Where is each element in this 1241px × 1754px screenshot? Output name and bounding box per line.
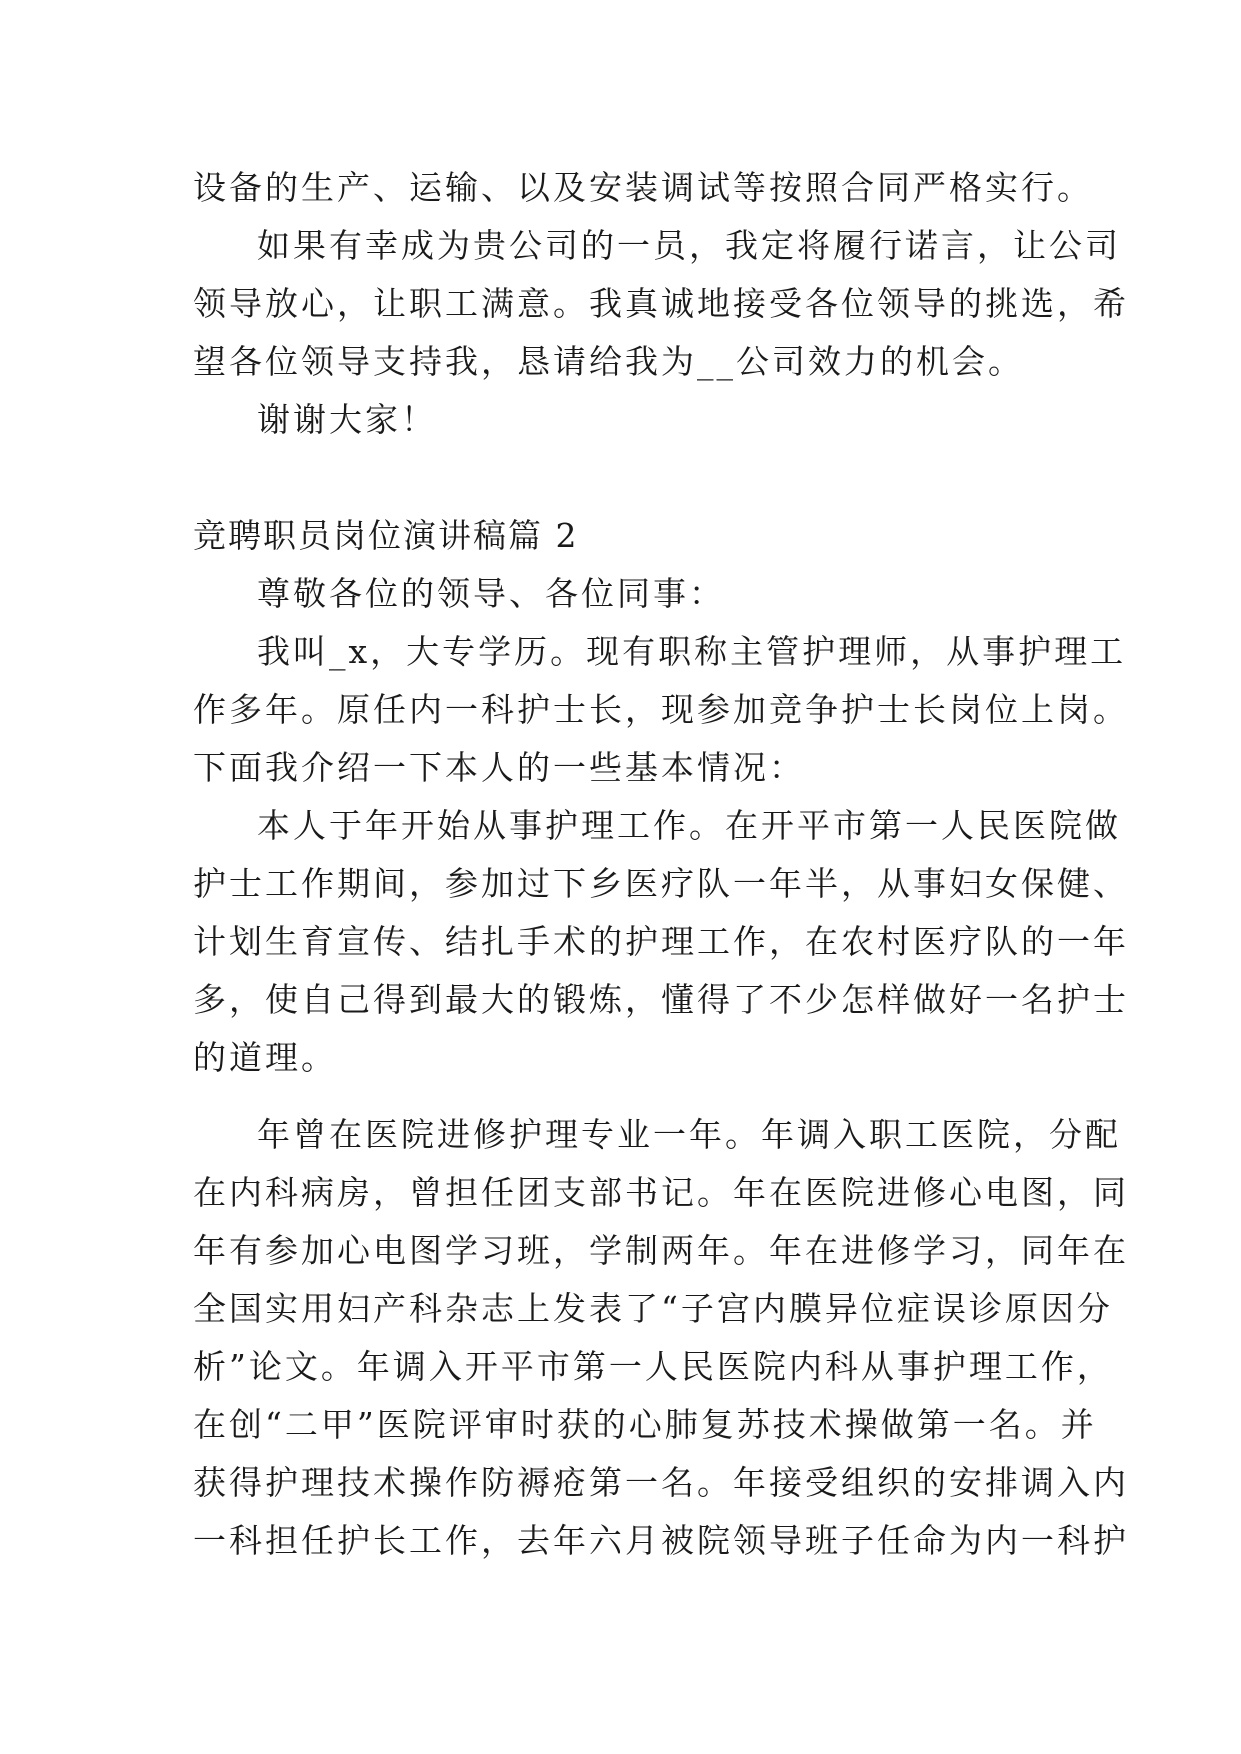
paragraph-line: 的道理。 bbox=[193, 1038, 337, 1077]
paragraph-line: 尊敬各位的领导、各位同事： bbox=[257, 574, 725, 613]
paragraph-line: 年有参加心电图学习班，学制两年。年在进修学习，同年在 bbox=[193, 1231, 1129, 1270]
paragraph-line: 如果有幸成为贵公司的一员，我定将履行诺言，让公司 bbox=[257, 226, 1121, 265]
paragraph-line: 析”论文。年调入开平市第一人民医院内科从事护理工作， bbox=[193, 1347, 1113, 1386]
paragraph-line: 计划生育宣传、结扎手术的护理工作，在农村医疗队的一年 bbox=[193, 922, 1129, 961]
paragraph-line: 在创“二甲”医院评审时获的心肺复苏技术操做第一名。并 bbox=[193, 1405, 1097, 1444]
paragraph-line: 一科担任护长工作，去年六月被院领导班子任命为内一科护 bbox=[193, 1521, 1129, 1560]
paragraph-line: 多，使自己得到最大的锻炼，懂得了不少怎样做好一名护士 bbox=[193, 980, 1129, 1019]
paragraph-line: 下面我介绍一下本人的一些基本情况： bbox=[193, 748, 805, 787]
paragraph-line: 护士工作期间，参加过下乡医疗队一年半，从事妇女保健、 bbox=[193, 864, 1129, 903]
paragraph-line: 在内科病房，曾担任团支部书记。年在医院进修心电图，同 bbox=[193, 1173, 1129, 1212]
paragraph-line: 获得护理技术操作防褥疮第一名。年接受组织的安排调入内 bbox=[193, 1463, 1129, 1502]
section-heading: 竞聘职员岗位演讲稿篇 2 bbox=[193, 516, 579, 555]
paragraph-line: 本人于年开始从事护理工作。在开平市第一人民医院做 bbox=[257, 806, 1121, 845]
paragraph-line: 全国实用妇产科杂志上发表了“子宫内膜异位症误诊原因分 bbox=[193, 1289, 1113, 1328]
paragraph-line: 谢谢大家！ bbox=[257, 400, 437, 439]
paragraph-line: 领导放心，让职工满意。我真诚地接受各位领导的挑选，希 bbox=[193, 284, 1129, 323]
paragraph-line: 作多年。原任内一科护士长，现参加竞争护士长岗位上岗。 bbox=[193, 690, 1129, 729]
paragraph-line: 设备的生产、运输、以及安装调试等按照合同严格实行。 bbox=[193, 168, 1093, 207]
paragraph-line: 我叫_x，大专学历。现有职称主管护理师，从事护理工 bbox=[257, 632, 1127, 671]
paragraph-line: 年曾在医院进修护理专业一年。年调入职工医院，分配 bbox=[257, 1115, 1121, 1154]
paragraph-line: 望各位领导支持我，恳请给我为__公司效力的机会。 bbox=[193, 342, 1024, 381]
